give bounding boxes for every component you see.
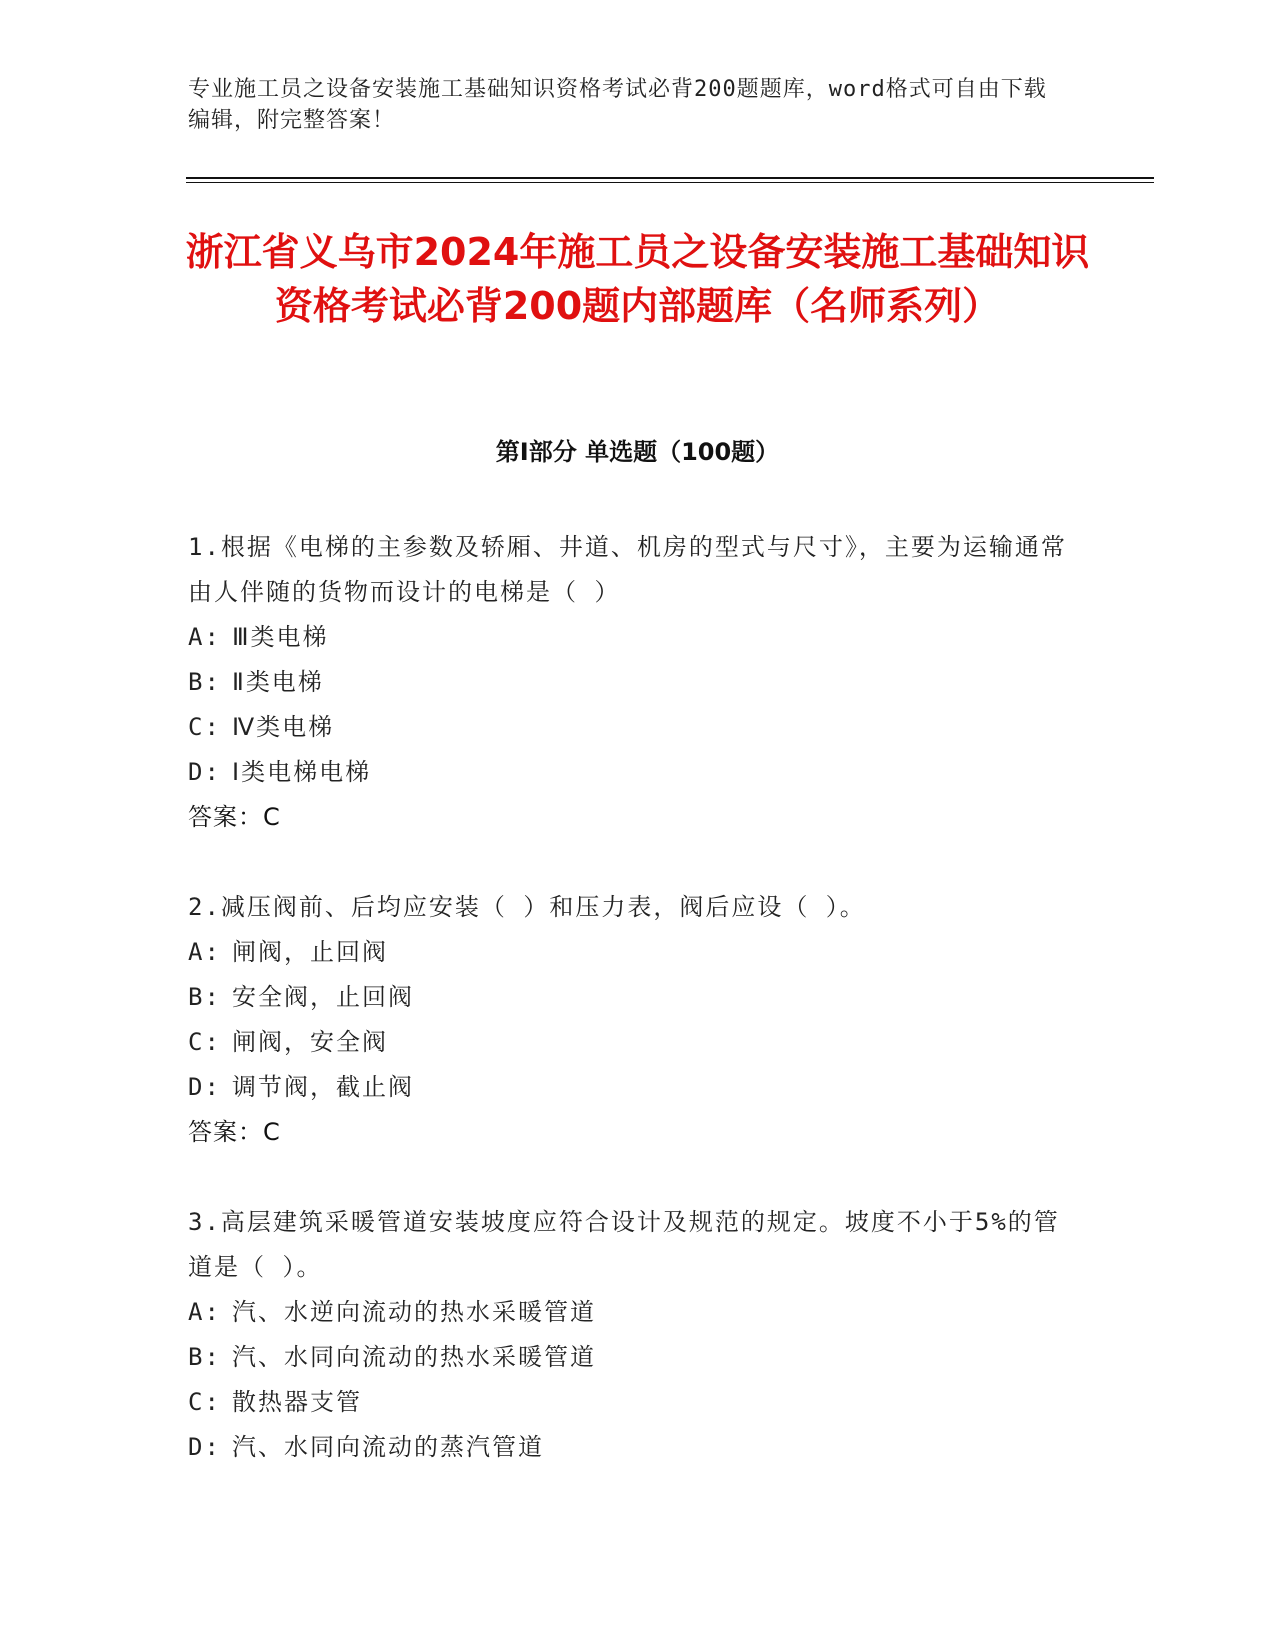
option-key: A: [188, 938, 221, 966]
answer-line: 答案：C [188, 803, 281, 831]
option-a [188, 1290, 1068, 1335]
option-key: C: [188, 713, 221, 741]
option-key: C: [188, 1388, 221, 1416]
document-title: 浙江省义乌市2024年施工员之设备安装施工基础知识资格考试必背200题内部题库（名师系列） [185, 230, 1090, 328]
option-text: Ⅳ类电梯 [232, 713, 335, 741]
header-divider-thin [186, 182, 1154, 183]
question-stem: 1.根据《电梯的主参数及轿厢、井道、机房的型式与尺寸》，主要为运输通常由人伴随的货物而设计的电梯是（ ） [188, 533, 1067, 606]
header-note: 专业施工员之设备安装施工基础知识资格考试必背200题题库，word格式可自由下载编辑，附完整答案！ [188, 77, 1047, 133]
option-c [188, 1020, 1068, 1065]
option-text: 调节阀，截止阀 [232, 1073, 414, 1101]
option-b [188, 1335, 1068, 1380]
question-item [188, 525, 1068, 840]
option-text: 安全阀，止回阀 [232, 983, 414, 1011]
option-key: B: [188, 1343, 221, 1371]
question-stem: 3.高层建筑采暖管道安装坡度应符合设计及规范的规定。坡度不小于5%的管道是（ ）。 [188, 1208, 1060, 1281]
option-a [188, 930, 1068, 975]
option-key: A: [188, 1298, 221, 1326]
option-text: 汽、水同向流动的蒸汽管道 [232, 1433, 544, 1461]
question-item [188, 885, 1068, 1155]
option-text: 散热器支管 [232, 1388, 362, 1416]
option-a [188, 615, 1068, 660]
option-text: Ⅰ类电梯电梯 [232, 758, 372, 786]
question-stem: 2.减压阀前、后均应安装（ ）和压力表，阀后应设（ ）。 [188, 893, 866, 921]
option-b [188, 660, 1068, 705]
option-text: 闸阀，安全阀 [232, 1028, 388, 1056]
option-key: B: [188, 668, 221, 696]
section-heading: 第Ⅰ部分 单选题（100题） [495, 438, 780, 466]
option-d [188, 1425, 1068, 1470]
question-item [188, 1200, 1068, 1470]
option-text: 汽、水逆向流动的热水采暖管道 [232, 1298, 596, 1326]
option-b [188, 975, 1068, 1020]
option-key: D: [188, 1433, 221, 1461]
header-divider-thick [186, 177, 1154, 179]
answer-line: 答案：C [188, 1118, 281, 1146]
option-d [188, 750, 1068, 795]
option-text: Ⅱ类电梯 [232, 668, 324, 696]
option-key: B: [188, 983, 221, 1011]
option-text: 汽、水同向流动的热水采暖管道 [232, 1343, 596, 1371]
option-d [188, 1065, 1068, 1110]
option-text: Ⅲ类电梯 [232, 623, 329, 651]
option-key: A: [188, 623, 221, 651]
option-c [188, 705, 1068, 750]
option-key: D: [188, 1073, 221, 1101]
option-key: C: [188, 1028, 221, 1056]
option-c [188, 1380, 1068, 1425]
option-text: 闸阀，止回阀 [232, 938, 388, 966]
option-key: D: [188, 758, 221, 786]
